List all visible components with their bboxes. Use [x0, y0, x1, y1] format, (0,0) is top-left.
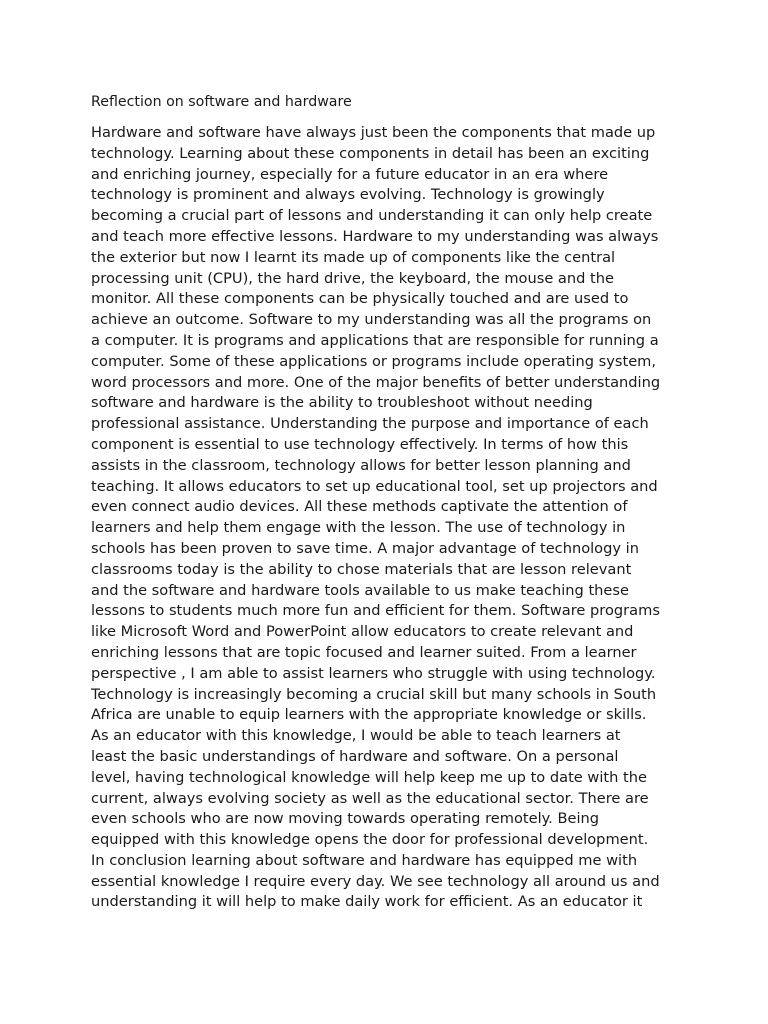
body-text-line: least the basic understandings of hardware and software. On a personal	[91, 747, 619, 765]
body-text-line: even connect audio devices. All these methods captivate the attention of	[91, 498, 628, 516]
body-text-line: word processors and more. One of the major benefits of better understanding	[91, 373, 661, 391]
body-text-line: teaching. It allows educators to set up educational tool, set up projectors and	[91, 477, 658, 495]
body-text-line: learners and help them engage with the lesson. The use of technology in	[91, 519, 626, 537]
body-text-line: understanding it will help to make daily work for efficient. As an educator it	[91, 893, 643, 911]
document-body	[91, 123, 691, 913]
body-text-line: monitor. All these components can be physically touched and are used to	[91, 290, 629, 308]
body-text-line: processing unit (CPU), the hard drive, the keyboard, the mouse and the	[91, 269, 614, 287]
body-text-line: assists in the classroom, technology allows for better lesson planning and	[91, 456, 631, 474]
body-text-line: essential knowledge I require every day. We see technology all around us and	[91, 872, 660, 890]
body-text-line: like Microsoft Word and PowerPoint allow educators to create relevant and	[91, 623, 634, 641]
body-text-line: computer. Some of these applications or programs include operating system,	[91, 352, 657, 370]
body-text-line: professional assistance. Understanding the purpose and importance of each	[91, 415, 649, 433]
body-text-line: schools has been proven to save time. A major advantage of technology in	[91, 539, 639, 557]
body-text-line: level, having technological knowledge will help keep me up to date with the	[91, 768, 647, 786]
body-text-line: becoming a crucial part of lessons and understanding it can only help create	[91, 207, 653, 225]
body-text-line: software and hardware is the ability to troubleshoot without needing	[91, 394, 593, 412]
body-text-line: Hardware and software have always just been the components that made up	[91, 124, 656, 141]
body-text-line: In conclusion learning about software and hardware has equipped me with	[91, 851, 638, 869]
body-text-line: the exterior but now I learnt its made up of components like the central	[91, 248, 616, 266]
body-text-line: and enriching journey, especially for a future educator in an era where	[91, 165, 609, 183]
body-text-line: Africa are unable to equip learners with the appropriate knowledge or skills.	[91, 706, 647, 724]
body-text-line: current, always evolving society as well as the educational sector. There are	[91, 789, 649, 807]
body-text-line: even schools who are now moving towards operating remotely. Being	[91, 810, 600, 828]
body-text-line: technology. Learning about these components in detail has been an exciting	[91, 144, 650, 162]
body-text-line: Technology is increasingly becoming a crucial skill but many schools in South	[91, 685, 657, 703]
body-text-line: achieve an outcome. Software to my understanding was all the programs on	[91, 311, 652, 329]
body-text-line: enriching lessons that are topic focused and learner suited. From a learner	[91, 643, 637, 661]
body-text-line: lessons to students much more fun and efficient for them. Software programs	[91, 602, 660, 620]
document-title: Reflection on software and hardware	[91, 94, 352, 110]
body-text-line: component is essential to use technology effectively. In terms of how this	[91, 435, 629, 453]
body-text-line: As an educator with this knowledge, I would be able to teach learners at	[91, 727, 621, 745]
body-text-line: and the software and hardware tools available to us make teaching these	[91, 581, 629, 599]
body-text-line: classrooms today is the ability to chose materials that are lesson relevant	[91, 560, 632, 578]
body-text-line: perspective , I am able to assist learners who struggle with using technology.	[91, 664, 656, 682]
body-text-line: equipped with this knowledge opens the door for professional development.	[91, 831, 649, 849]
body-text-line: a computer. It is programs and applications that are responsible for running a	[91, 331, 659, 349]
body-text-line: and teach more effective lessons. Hardware to my understanding was always	[91, 227, 659, 245]
body-text-line: technology is prominent and always evolving. Technology is growingly	[91, 186, 605, 204]
